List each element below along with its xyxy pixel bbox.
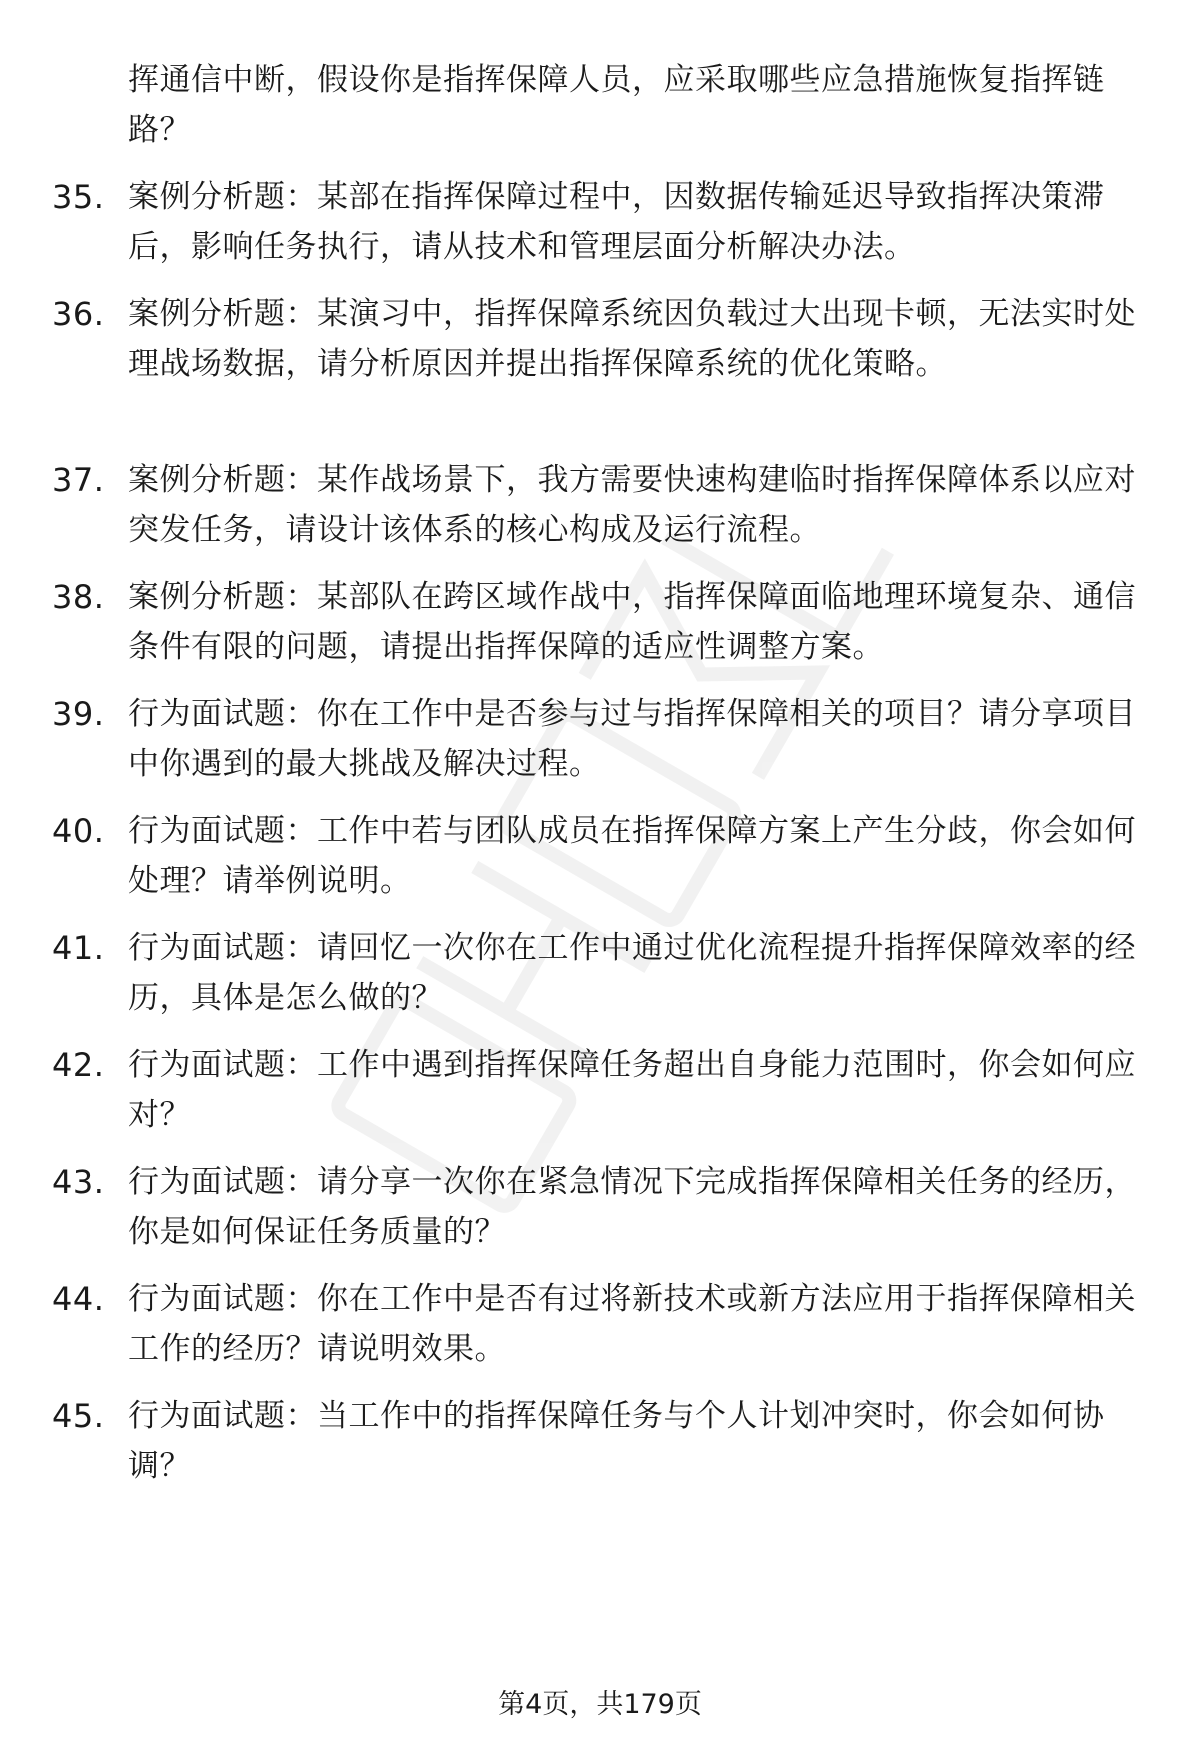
question-text: 行为面试题：请回忆一次你在工作中通过优化流程提升指挥保障效率的经历，具体是怎么做的？ bbox=[128, 930, 1136, 1016]
question-text: 行为面试题：你在工作中是否有过将新技术或新方法应用于指挥保障相关工作的经历？请说明效果。 bbox=[128, 1281, 1136, 1367]
question-number: 39. bbox=[52, 695, 105, 733]
question-text: 行为面试题：请分享一次你在紧急情况下完成指挥保障相关任务的经历，你是如何保证任务质量的？ bbox=[128, 1164, 1136, 1250]
page-number: 第4页，共179页 bbox=[498, 1689, 702, 1720]
question-text: 案例分析题：某作战场景下，我方需要快速构建临时指挥保障体系以应对突发任务，请设计该体系的核心构成及运行流程。 bbox=[128, 462, 1136, 548]
question-number: 35. bbox=[52, 178, 105, 216]
question-number: 37. bbox=[52, 461, 105, 499]
question-text: 行为面试题：工作中若与团队成员在指挥保障方案上产生分歧，你会如何处理？请举例说明。 bbox=[128, 813, 1136, 899]
question-number: 45. bbox=[52, 1397, 105, 1435]
question-number: 38. bbox=[52, 578, 105, 616]
question-number: 44. bbox=[52, 1280, 105, 1318]
page-footer bbox=[0, 1685, 1200, 1725]
question-number: 42. bbox=[52, 1046, 105, 1084]
question-number: 40. bbox=[52, 812, 105, 850]
question-text: 挥通信中断，假设你是指挥保障人员，应采取哪些应急措施恢复指挥链路？ bbox=[128, 62, 1105, 148]
question-text: 案例分析题：某部队在跨区域作战中，指挥保障面临地理环境复杂、通信条件有限的问题，请提出指挥保障的适应性调整方案。 bbox=[128, 579, 1136, 665]
question-number: 43. bbox=[52, 1163, 105, 1201]
question-text: 行为面试题：你在工作中是否参与过与指挥保障相关的项目？请分享项目中你遇到的最大挑战及解决过程。 bbox=[128, 696, 1136, 782]
question-text: 案例分析题：某演习中，指挥保障系统因负载过大出现卡顿，无法实时处理战场数据，请分析原因并提出指挥保障系统的优化策略。 bbox=[128, 296, 1136, 382]
question-number: 36. bbox=[52, 295, 105, 333]
question-number: 41. bbox=[52, 929, 105, 967]
question-text: 案例分析题：某部在指挥保障过程中，因数据传输延迟导致指挥决策滞后，影响任务执行，请从技术和管理层面分析解决办法。 bbox=[128, 179, 1105, 265]
question-text: 行为面试题：工作中遇到指挥保障任务超出自身能力范围时，你会如何应对？ bbox=[128, 1047, 1136, 1133]
question-text: 行为面试题：当工作中的指挥保障任务与个人计划冲突时，你会如何协调？ bbox=[128, 1398, 1105, 1484]
